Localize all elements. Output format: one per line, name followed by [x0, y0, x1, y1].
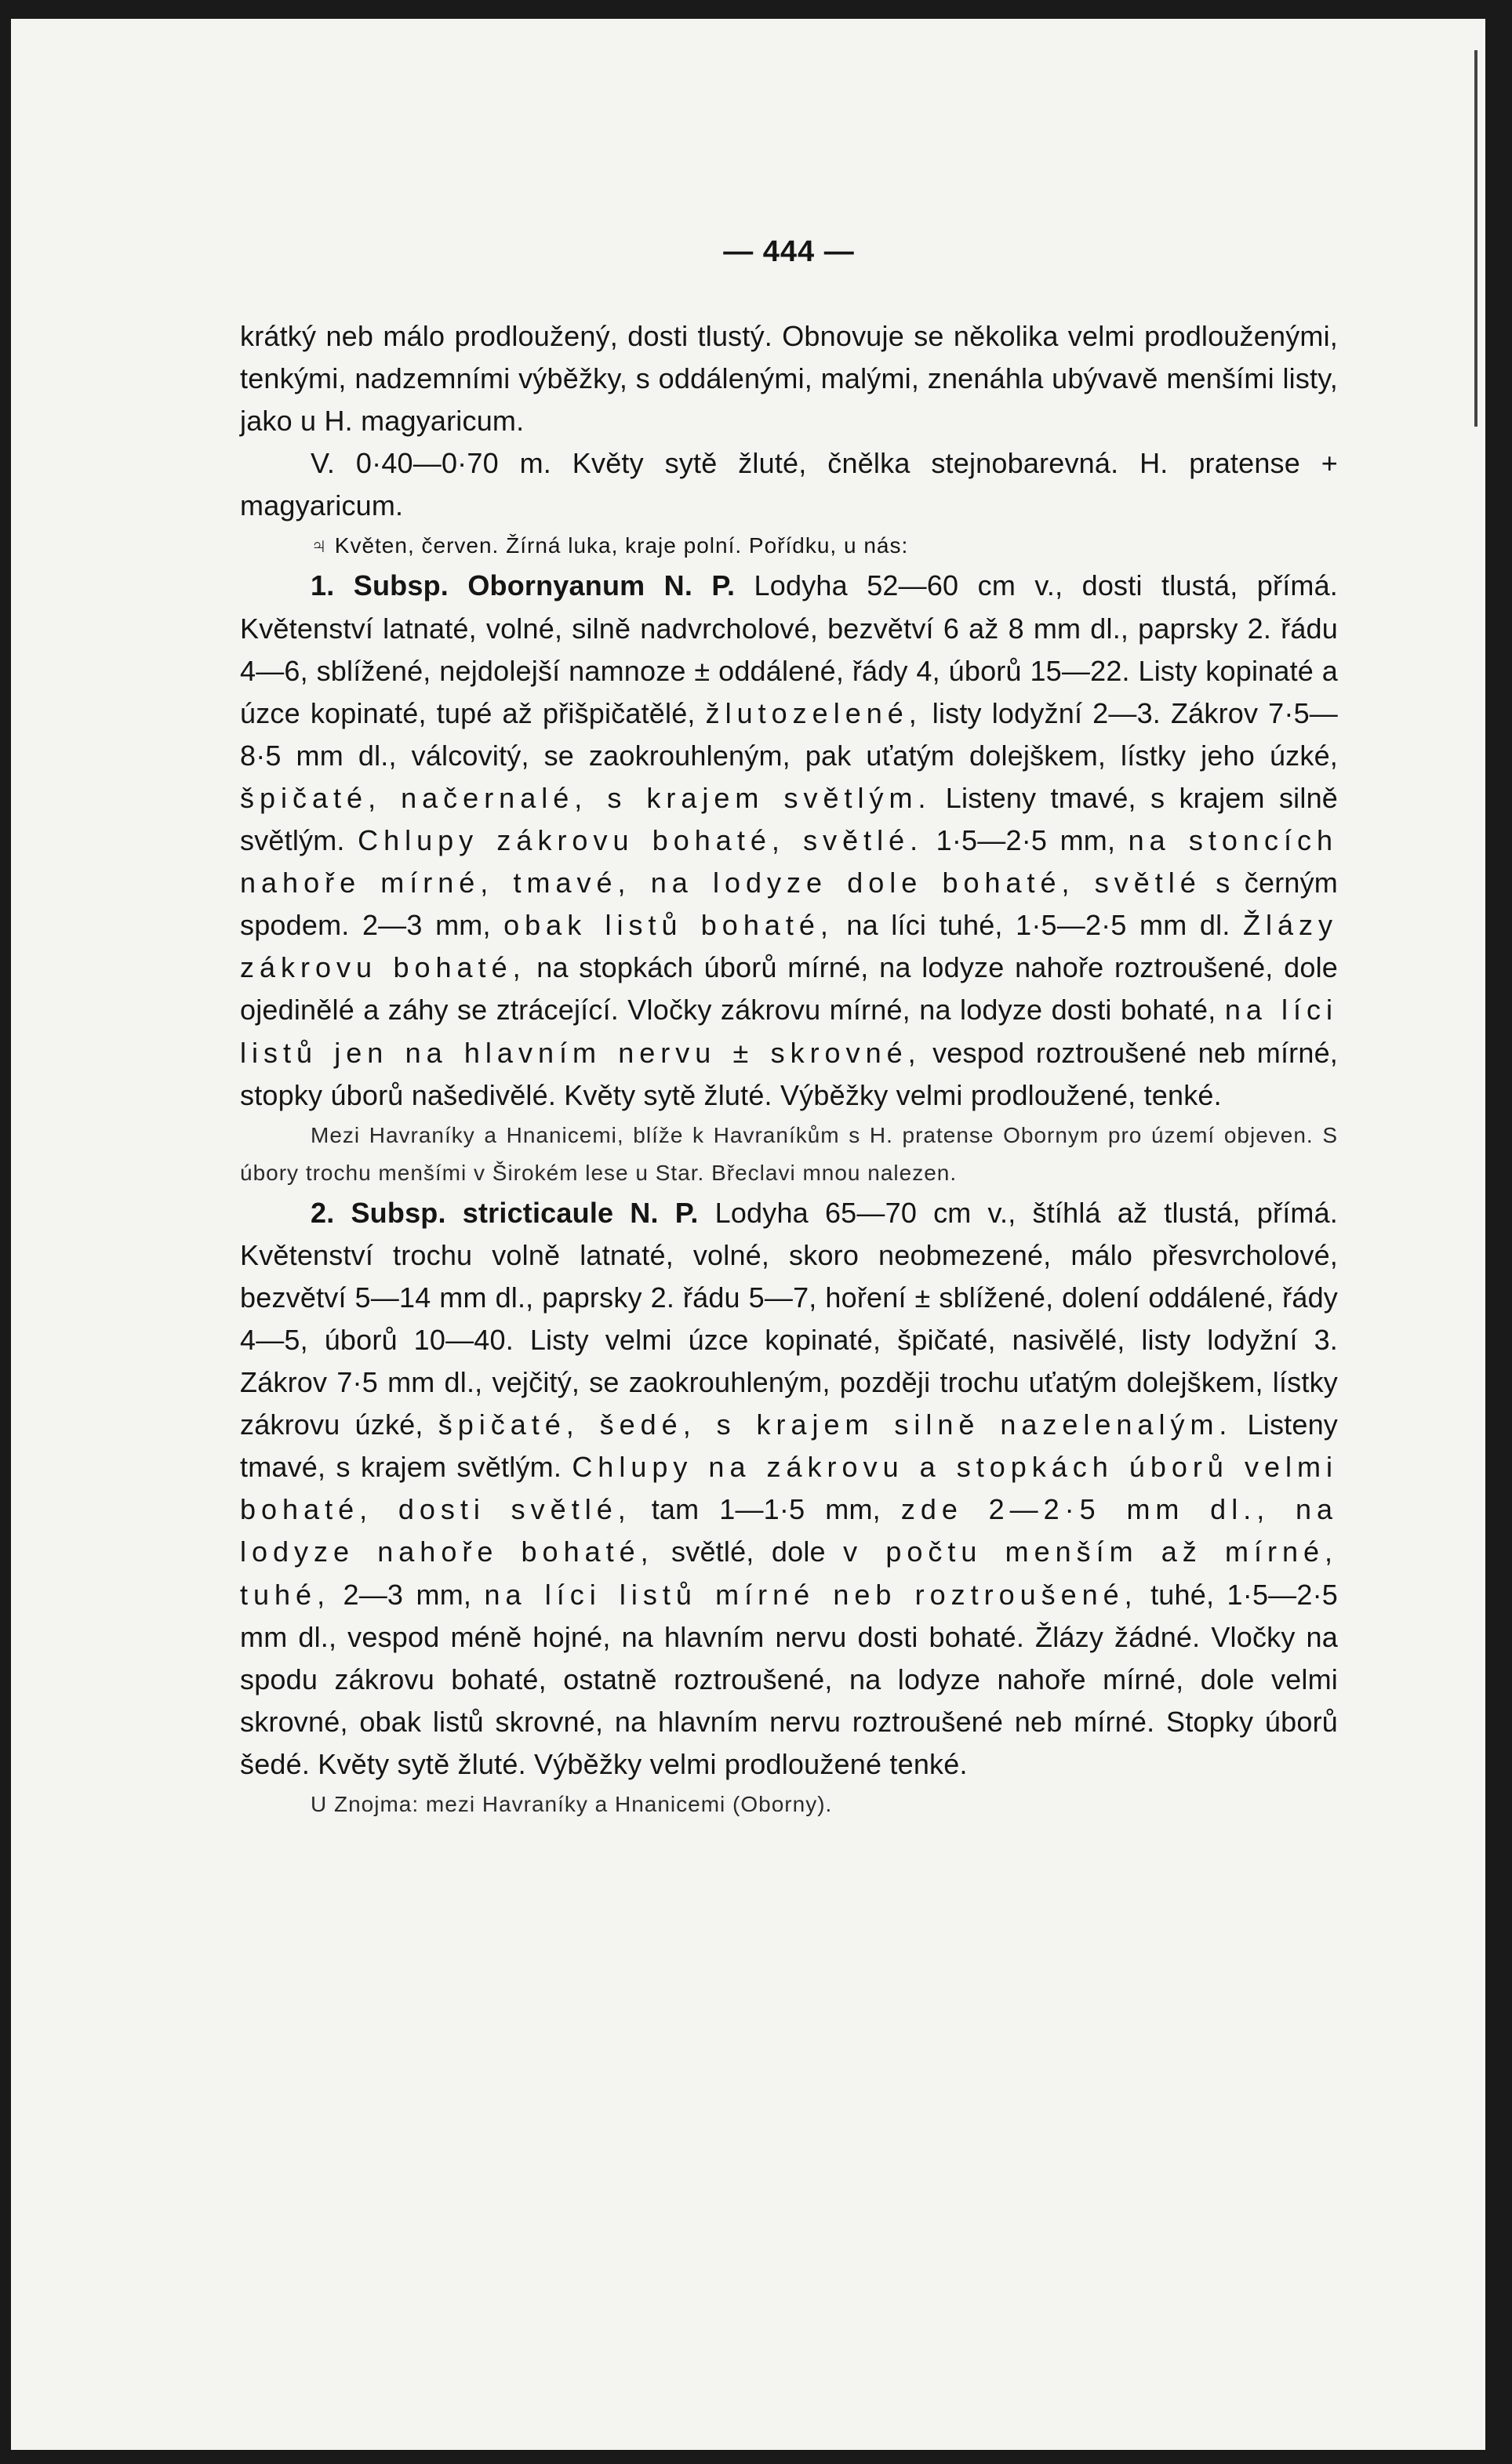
subspecies-1-spaced-7: na líci listů jen na hlavním nervu ± skrovné, — [240, 994, 1339, 1069]
subspecies-1-spaced-3: Chlupy zákrovu bohaté, světlé. — [358, 824, 924, 857]
subspecies-1-spaced-4: na stoncích nahoře mírné, tmavé, na lodyze dole bohaté, světlé — [240, 824, 1339, 899]
subspecies-1-text-7: na stopkách úborů mírné, na lodyze nahoře roztroušené, dole ojedinělé a záhy se ztrácející. Vločky zákrovu mírné, na lodyze dosti bohaté, — [240, 951, 1338, 1027]
locality-note-1: Mezi Havraníky a Hnanicemi, blíže k Havraníkům s H. pratense Obornym pro území objeven. S úbory trochu menšími v Širokém lese u Star. Břeclavi mnou nalezen. — [240, 1122, 1338, 1185]
subspecies-1-spaced-5: obak listů bohaté, — [503, 909, 834, 942]
subspecies-1-text-5: s černým spodem. 2—3 mm, — [240, 867, 1338, 942]
paragraph-description: krátký neb málo prodloužený, dosti tlustý. Obnovuje se několika velmi prodlouženými, tenkými, nadzemními výběžky, s oddálenými, malými, znenáhla ubývavě menšími listy, jako u H. magyaricum. — [240, 320, 1338, 438]
subspecies-1-text-2: listy lodyžní 2—3. Zákrov 7·5—8·5 mm dl., válcovitý, se zaokrouhleným, pak uťatým dolejškem, lístky jeho úzké, — [240, 696, 1339, 772]
subspecies-2-text-2: Listeny tmavé, s krajem světlým. — [240, 1408, 1338, 1484]
subspecies-1-text-3: Listeny tmavé, s krajem silně světlým. — [240, 781, 1339, 857]
subspecies-2-spaced-3: zde 2—2·5 mm dl., na lodyze nahoře bohaté, — [240, 1493, 1339, 1568]
subspecies-2-text: Lodyha 65—70 cm v., štíhlá až tlustá, přímá. Květenství trochu volně latnaté, volné, skoro neobmezené, málo přesvrcholové, bezvětví 5—14 mm dl., paprsky 2. řádu 5—7, hoření ± sblížené, dolení oddálené, řády 4—5, úborů 10—40. Listy velmi úzce kopinaté, špičaté, nasivělé, listy lodyžní 3. Zákrov 7·5 mm dl., vejčitý, se zaokrouhleným, později trochu uťatým dolejškem, lístky zákrovu úzké, — [240, 1196, 1339, 1441]
subspecies-1-text-8: vespod roztroušené neb mírné, stopky úborů našedivělé. Květy sytě žluté. Výběžky velmi prodloužené, tenké. — [240, 1036, 1338, 1111]
subspecies-2-text-3: tam 1—1·5 mm, — [651, 1493, 881, 1526]
subspecies-2-name: stricticaule N. P. — [462, 1196, 699, 1229]
subspecies-2-spaced-5: na líci listů mírné neb roztroušené, — [484, 1578, 1138, 1611]
subspecies-2-text-6: tuhé, 1·5—2·5 mm dl., vespod méně hojné, na hlavním nervu dosti bohaté. Žlázy žádné. Vločky na spodu zákrovu bohaté, ostatně roztroušené, na lodyze nahoře mírné, dole velmi skrovné, obak listů skrovné, na hlavním nervu roztroušené neb mírné. Stopky úborů šedé. Květy sytě žluté. Výběžky velmi prodloužené tenké. — [240, 1578, 1338, 1780]
subspecies-1-number: 1. Subsp. — [311, 569, 449, 602]
subspecies-1-text: Lodyha 52—60 cm v., dosti tlustá, přímá. Květenství latnaté, volné, silně nadvrcholové, bezvětví 6 až 8 mm dl., paprsky 2. řádu 4—6, sblížené, nejdolejší namnoze ± oddálené, řády 4, úborů 15—22. Listy kopinaté a úzce kopinaté, tupé až přišpičatělé, — [240, 569, 1339, 729]
subspecies-1-spaced-1: žlutozelené, — [705, 696, 922, 729]
page-number: — 444 — — [723, 235, 855, 268]
subspecies-2-number: 2. Subsp. — [311, 1196, 446, 1229]
subspecies-1-text-6: na líci tuhé, 1·5—2·5 mm dl. — [846, 909, 1230, 942]
subspecies-1-name: Obornyanum N. P. — [467, 569, 736, 602]
subspecies-2 — [240, 1192, 1338, 1786]
locality-note-2: U Znojma: mezi Havraníky a Hnanicemi (Oborny). — [311, 1792, 833, 1816]
subspecies-2-spaced-2: Chlupy na zákrovu a stopkách úborů velmi bohaté, dosti světlé, — [240, 1451, 1339, 1526]
body-text — [240, 315, 1338, 1823]
page-edge-shadow — [1474, 50, 1477, 427]
subspecies-2-text-4: světlé, dole — [671, 1535, 826, 1568]
subspecies-2-spaced-4: v počtu menším až mírné, tuhé, — [240, 1535, 1339, 1611]
subspecies-2-text-5: 2—3 mm, — [343, 1578, 472, 1611]
subspecies-2-spaced-1: špičaté, šedé, s krajem silně nazelenalým. — [438, 1408, 1233, 1441]
paragraph-height-flowers: V. 0·40—0·70 m. Květy sytě žluté, čnělka stejnobarevná. H. pratense + magyaricum. — [240, 447, 1338, 522]
subspecies-1 — [240, 565, 1338, 1116]
subspecies-1-spaced-6: Žlázy zákrovu bohaté, — [240, 909, 1339, 984]
habitat-line: ♃ Květen, červen. Žírná luka, kraje polní. Pořídku, u nás: — [311, 533, 909, 558]
subspecies-1-text-4: 1·5—2·5 mm, — [936, 824, 1116, 857]
subspecies-1-spaced-2: špičaté, načernalé, s krajem světlým. — [240, 781, 932, 814]
